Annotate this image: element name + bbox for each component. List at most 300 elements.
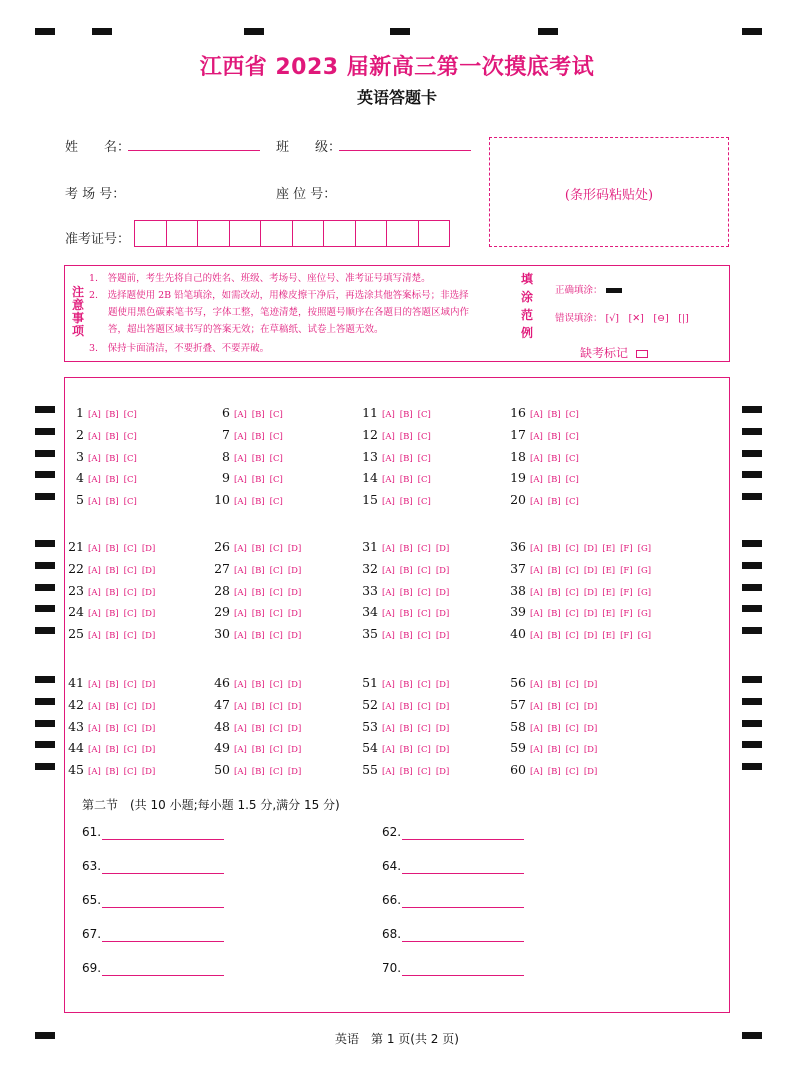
answer-bubble[interactable]: [D] <box>583 680 598 690</box>
answer-bubble[interactable]: [C] <box>269 702 283 712</box>
answer-bubble[interactable]: [B] <box>399 702 413 712</box>
answer-bubble[interactable]: [C] <box>269 410 283 420</box>
answer-bubble[interactable]: [C] <box>417 544 431 554</box>
answer-bubble[interactable]: [B] <box>105 432 119 442</box>
question-row <box>362 623 454 642</box>
question-number: 42 <box>68 697 84 712</box>
answer-bubble[interactable]: [D] <box>287 609 302 619</box>
answer-bubble[interactable]: [A] <box>88 497 101 507</box>
answer-bubble[interactable]: [C] <box>565 497 579 507</box>
answer-bubble[interactable]: [D] <box>287 680 302 690</box>
answer-bubble[interactable]: [D] <box>287 724 302 734</box>
answer-bubble[interactable]: [B] <box>105 566 119 576</box>
answer-bubble[interactable]: [C] <box>417 680 431 690</box>
answer-bubble[interactable]: [B] <box>547 724 561 734</box>
answer-bubble[interactable]: [A] <box>234 767 247 777</box>
answer-bubble[interactable]: [D] <box>435 724 450 734</box>
timing-mark <box>35 450 55 457</box>
answer-bubble[interactable]: [D] <box>287 745 302 755</box>
answer-bubble[interactable]: [D] <box>141 609 156 619</box>
answer-bubble[interactable]: [B] <box>251 724 265 734</box>
answer-bubble[interactable]: [B] <box>105 544 119 554</box>
answer-bubble[interactable]: [D] <box>141 544 156 554</box>
answer-bubble[interactable]: [C] <box>565 631 579 641</box>
answer-bubble[interactable]: [A] <box>234 631 247 641</box>
question-row <box>68 737 160 756</box>
question-number: 17 <box>510 427 526 442</box>
answer-bubble[interactable]: [A] <box>88 566 101 576</box>
answer-bubble[interactable]: [B] <box>251 544 265 554</box>
answer-bubble[interactable]: [A] <box>234 745 247 755</box>
question-number: 58 <box>510 719 526 734</box>
answer-bubble[interactable]: [A] <box>382 544 395 554</box>
answer-bubble[interactable]: [D] <box>583 544 598 554</box>
timing-mark <box>742 627 762 634</box>
answer-bubble[interactable]: [B] <box>105 680 119 690</box>
answer-bubble[interactable]: [C] <box>123 724 137 734</box>
answer-bubble[interactable]: [A] <box>88 680 101 690</box>
exam-id-grid[interactable] <box>134 220 450 247</box>
question-row <box>68 601 160 620</box>
absent-label: 缺考标记 <box>580 346 629 360</box>
answer-bubble[interactable]: [C] <box>269 566 283 576</box>
answer-bubble[interactable]: [D] <box>141 631 156 641</box>
answer-bubble[interactable]: [B] <box>251 454 265 464</box>
answer-bubble[interactable]: [C] <box>269 680 283 690</box>
answer-bubble[interactable]: [A] <box>234 702 247 712</box>
answer-bubble[interactable]: [F] <box>620 566 633 576</box>
answer-bubble[interactable]: [B] <box>251 702 265 712</box>
answer-bubble[interactable]: [C] <box>565 745 579 755</box>
blank-answer-line[interactable] <box>102 873 224 874</box>
answer-bubble[interactable]: [C] <box>269 767 283 777</box>
answer-bubble[interactable]: [D] <box>583 724 598 734</box>
question-number: 54 <box>362 740 378 755</box>
timing-mark <box>742 584 762 591</box>
answer-bubble[interactable]: [C] <box>417 702 431 712</box>
answer-bubble[interactable]: [A] <box>530 410 543 420</box>
answer-bubble[interactable]: [C] <box>123 609 137 619</box>
answer-bubble[interactable]: [B] <box>251 497 265 507</box>
answer-bubble[interactable]: [B] <box>105 724 119 734</box>
answer-bubble[interactable]: [B] <box>399 609 413 619</box>
answer-bubble[interactable]: [D] <box>435 745 450 755</box>
answer-bubble[interactable]: [C] <box>417 745 431 755</box>
answer-bubble[interactable]: [C] <box>565 566 579 576</box>
answer-bubble[interactable]: [C] <box>123 410 137 420</box>
answer-bubble[interactable]: [A] <box>382 631 395 641</box>
answer-bubble[interactable]: [C] <box>123 566 137 576</box>
answer-bubble[interactable]: [C] <box>269 588 283 598</box>
answer-bubble[interactable]: [B] <box>399 588 413 598</box>
question-number: 16 <box>510 405 526 420</box>
blank-answer-line[interactable] <box>102 907 224 908</box>
answer-bubble[interactable]: [B] <box>251 609 265 619</box>
question-row <box>68 489 142 508</box>
answer-bubble[interactable]: [A] <box>530 767 543 777</box>
question-number: 49 <box>214 740 230 755</box>
answer-bubble[interactable]: [D] <box>141 724 156 734</box>
answer-bubble[interactable]: [C] <box>417 454 431 464</box>
answer-bubble[interactable]: [D] <box>141 702 156 712</box>
answer-bubble[interactable]: [C] <box>269 631 283 641</box>
answer-bubble[interactable]: [C] <box>269 432 283 442</box>
answer-bubble[interactable]: [B] <box>105 497 119 507</box>
answer-bubble[interactable]: [B] <box>547 680 561 690</box>
answer-bubble[interactable]: [D] <box>287 544 302 554</box>
answer-bubble[interactable]: [A] <box>382 724 395 734</box>
answer-bubble[interactable]: [B] <box>251 767 265 777</box>
answer-bubble[interactable]: [A] <box>382 745 395 755</box>
answer-bubble[interactable]: [B] <box>547 588 561 598</box>
answer-bubble[interactable]: [B] <box>547 432 561 442</box>
answer-bubble[interactable]: [C] <box>269 724 283 734</box>
answer-bubble[interactable]: [A] <box>530 454 543 464</box>
answer-bubble[interactable]: [A] <box>382 432 395 442</box>
note-item: 答，超出答题区域书写的答案无效；在草稿纸、试卷上答题无效。 <box>89 324 384 335</box>
answer-bubble[interactable]: [A] <box>382 410 395 420</box>
answer-bubble[interactable]: [A] <box>88 588 101 598</box>
answer-bubble[interactable]: [G] <box>637 544 652 554</box>
answer-bubble[interactable]: [D] <box>141 588 156 598</box>
answer-bubble[interactable]: [A] <box>530 609 543 619</box>
answer-bubble[interactable]: [D] <box>583 702 598 712</box>
answer-bubble[interactable]: [D] <box>583 588 598 598</box>
answer-bubble[interactable]: [D] <box>583 631 598 641</box>
answer-bubble[interactable]: [B] <box>251 475 265 485</box>
answer-bubble[interactable]: [B] <box>399 454 413 464</box>
answer-bubble[interactable]: [C] <box>123 475 137 485</box>
answer-bubble[interactable]: [E] <box>602 544 616 554</box>
answer-bubble[interactable]: [C] <box>123 631 137 641</box>
answer-bubble[interactable]: [B] <box>547 767 561 777</box>
answer-bubble[interactable]: [A] <box>530 745 543 755</box>
answer-bubble[interactable]: [A] <box>382 767 395 777</box>
answer-bubble[interactable]: [A] <box>234 724 247 734</box>
answer-bubble[interactable]: [B] <box>399 745 413 755</box>
answer-bubble[interactable]: [A] <box>530 544 543 554</box>
answer-bubble[interactable]: [C] <box>417 566 431 576</box>
timing-mark <box>742 720 762 727</box>
answer-bubble[interactable]: [D] <box>435 631 450 641</box>
question-number: 5 <box>76 492 84 507</box>
timing-mark <box>35 540 55 547</box>
answer-bubble[interactable]: [A] <box>88 454 101 464</box>
answer-bubble[interactable]: [A] <box>530 566 543 576</box>
answer-bubble[interactable]: [B] <box>399 680 413 690</box>
class-field[interactable] <box>339 150 471 151</box>
wrong-fill-example <box>555 310 689 324</box>
answer-bubble[interactable]: [B] <box>547 745 561 755</box>
answer-bubble[interactable]: [E] <box>602 631 616 641</box>
answer-bubble[interactable]: [B] <box>399 497 413 507</box>
blank-answer-line[interactable] <box>402 839 524 840</box>
answer-bubble[interactable]: [D] <box>141 680 156 690</box>
blank-answer-line[interactable] <box>102 975 224 976</box>
answer-bubble[interactable]: [D] <box>287 702 302 712</box>
answer-bubble[interactable]: [A] <box>234 680 247 690</box>
answer-bubble[interactable]: [C] <box>123 745 137 755</box>
answer-bubble[interactable]: [A] <box>88 702 101 712</box>
answer-bubble[interactable]: [A] <box>234 588 247 598</box>
answer-bubble[interactable]: [A] <box>382 454 395 464</box>
answer-bubble[interactable]: [B] <box>547 544 561 554</box>
answer-bubble[interactable]: [D] <box>583 609 598 619</box>
answer-bubble[interactable]: [A] <box>530 702 543 712</box>
answer-bubble[interactable]: [C] <box>123 497 137 507</box>
answer-bubble[interactable]: [C] <box>123 680 137 690</box>
answer-bubble[interactable]: [B] <box>251 631 265 641</box>
answer-bubble[interactable]: [B] <box>547 702 561 712</box>
answer-bubble[interactable]: [A] <box>382 475 395 485</box>
answer-bubble[interactable]: [C] <box>123 588 137 598</box>
answer-bubble[interactable]: [A] <box>382 497 395 507</box>
timing-mark <box>35 698 55 705</box>
answer-bubble[interactable]: [B] <box>547 475 561 485</box>
answer-bubble[interactable]: [B] <box>105 454 119 464</box>
answer-bubble[interactable]: [C] <box>417 767 431 777</box>
answer-bubble[interactable]: [E] <box>602 588 616 598</box>
answer-bubble[interactable]: [C] <box>565 454 579 464</box>
note-item: 题使用黑色碳素笔书写，字体工整，笔迹清楚，按照题号顺序在各题目的答题区域内作 <box>89 307 470 318</box>
question-row <box>510 716 602 735</box>
question-number: 13 <box>362 449 378 464</box>
answer-bubble[interactable]: [B] <box>547 410 561 420</box>
answer-bubble[interactable]: [C] <box>417 410 431 420</box>
answer-bubble[interactable]: [C] <box>417 475 431 485</box>
question-number: 53 <box>362 719 378 734</box>
answer-bubble[interactable]: [A] <box>234 475 247 485</box>
answer-bubble[interactable]: [B] <box>105 745 119 755</box>
answer-bubble[interactable]: [C] <box>269 609 283 619</box>
blank-answer-line[interactable] <box>402 975 524 976</box>
answer-bubble[interactable]: [B] <box>251 432 265 442</box>
answer-bubble[interactable]: [E] <box>602 609 616 619</box>
answer-bubble[interactable]: [C] <box>123 544 137 554</box>
answer-bubble[interactable]: [G] <box>637 588 652 598</box>
answer-bubble[interactable]: [C] <box>417 497 431 507</box>
answer-bubble[interactable]: [A] <box>88 631 101 641</box>
answer-bubble[interactable]: [C] <box>565 702 579 712</box>
answer-bubble[interactable]: [B] <box>547 454 561 464</box>
answer-bubble[interactable]: [C] <box>565 609 579 619</box>
question-row <box>214 424 288 443</box>
answer-bubble[interactable]: [A] <box>88 544 101 554</box>
answer-bubble[interactable]: [A] <box>530 631 543 641</box>
answer-bubble[interactable]: [D] <box>287 566 302 576</box>
timing-mark <box>35 584 55 591</box>
answer-bubble[interactable]: [C] <box>269 454 283 464</box>
answer-bubble[interactable]: [C] <box>417 631 431 641</box>
answer-bubble[interactable]: [A] <box>88 609 101 619</box>
answer-bubble[interactable]: [C] <box>417 588 431 598</box>
question-number: 48 <box>214 719 230 734</box>
answer-bubble[interactable]: [C] <box>417 432 431 442</box>
answer-bubble[interactable]: [A] <box>382 566 395 576</box>
answer-bubble[interactable]: [C] <box>269 497 283 507</box>
answer-bubble[interactable]: [A] <box>88 724 101 734</box>
section2-heading: 第二节 (共 10 小题;每小题 1.5 分,满分 15 分) <box>82 798 340 812</box>
answer-bubble[interactable]: [C] <box>123 767 137 777</box>
answer-bubble[interactable]: [B] <box>399 631 413 641</box>
answer-bubble[interactable]: [C] <box>565 588 579 598</box>
answer-bubble[interactable]: [A] <box>530 497 543 507</box>
answer-bubble[interactable]: [G] <box>637 566 652 576</box>
answer-bubble[interactable]: [C] <box>565 544 579 554</box>
barcode-area <box>489 137 729 247</box>
answer-bubble[interactable]: [E] <box>602 566 616 576</box>
answer-bubble[interactable]: [B] <box>105 702 119 712</box>
answer-bubble[interactable]: [D] <box>435 566 450 576</box>
timing-mark <box>35 763 55 770</box>
answer-bubble[interactable]: [F] <box>620 544 633 554</box>
timing-mark <box>742 741 762 748</box>
answer-bubble[interactable]: [D] <box>435 680 450 690</box>
answer-bubble[interactable]: [A] <box>382 702 395 712</box>
answer-bubble[interactable]: [B] <box>399 566 413 576</box>
question-number: 10 <box>214 492 230 507</box>
answer-bubble[interactable]: [B] <box>251 588 265 598</box>
answer-bubble[interactable]: [A] <box>234 566 247 576</box>
question-row <box>362 737 454 756</box>
answer-bubble[interactable]: [C] <box>269 475 283 485</box>
answer-bubble[interactable]: [D] <box>141 566 156 576</box>
answer-bubble[interactable]: [B] <box>399 767 413 777</box>
answer-bubble[interactable]: [A] <box>88 745 101 755</box>
timing-mark <box>35 493 55 500</box>
answer-bubble[interactable]: [F] <box>620 588 633 598</box>
answer-bubble[interactable]: [D] <box>141 745 156 755</box>
answer-bubble[interactable]: [C] <box>565 767 579 777</box>
answer-bubble[interactable]: [F] <box>620 631 633 641</box>
blank-answer-line[interactable] <box>402 907 524 908</box>
answer-bubble[interactable]: [C] <box>417 609 431 619</box>
question-row <box>362 558 454 577</box>
answer-bubble[interactable]: [A] <box>88 410 101 420</box>
answer-bubble[interactable]: [D] <box>435 609 450 619</box>
answer-bubble[interactable]: [B] <box>399 475 413 485</box>
answer-bubble[interactable]: [C] <box>269 544 283 554</box>
answer-bubble[interactable]: [A] <box>234 432 247 442</box>
blank-answer-line[interactable] <box>402 873 524 874</box>
question-number: 38 <box>510 583 526 598</box>
answer-bubble[interactable]: [A] <box>234 544 247 554</box>
answer-bubble[interactable]: [B] <box>399 410 413 420</box>
answer-bubble[interactable]: [A] <box>382 588 395 598</box>
answer-bubble[interactable]: [D] <box>287 588 302 598</box>
answer-bubble[interactable]: [A] <box>530 588 543 598</box>
answer-bubble[interactable]: [B] <box>105 767 119 777</box>
answer-bubble[interactable]: [C] <box>565 410 579 420</box>
answer-bubble[interactable]: [C] <box>123 702 137 712</box>
answer-bubble[interactable]: [B] <box>547 497 561 507</box>
answer-bubble[interactable]: [D] <box>141 767 156 777</box>
answer-bubble[interactable]: [C] <box>269 745 283 755</box>
answer-bubble[interactable]: [A] <box>234 410 247 420</box>
answer-bubble[interactable]: [A] <box>530 432 543 442</box>
timing-mark <box>742 450 762 457</box>
absent-checkbox[interactable] <box>636 350 648 358</box>
name-field[interactable] <box>128 150 260 151</box>
question-number: 18 <box>510 449 526 464</box>
question-number: 27 <box>214 561 230 576</box>
answer-bubble[interactable]: [F] <box>620 609 633 619</box>
blank-number: 64. <box>382 859 402 873</box>
answer-bubble[interactable]: [C] <box>123 432 137 442</box>
answer-bubble[interactable]: [B] <box>251 410 265 420</box>
question-row <box>68 536 160 555</box>
answer-bubble[interactable]: [A] <box>234 497 247 507</box>
answer-bubble[interactable]: [B] <box>547 566 561 576</box>
question-number: 46 <box>214 675 230 690</box>
answer-bubble[interactable]: [C] <box>123 454 137 464</box>
answer-bubble[interactable]: [D] <box>435 702 450 712</box>
answer-bubble[interactable]: [A] <box>88 432 101 442</box>
room-label: 考 场 号： <box>65 187 126 202</box>
note-item: 2. 选择题使用 2B 铅笔填涂，如需改动，用橡皮擦干净后，再选涂其他答案标号；非选择 <box>89 290 469 301</box>
question-row <box>362 467 436 486</box>
answer-bubble[interactable]: [B] <box>399 724 413 734</box>
answer-bubble[interactable]: [C] <box>417 724 431 734</box>
question-row <box>362 672 454 691</box>
answer-bubble[interactable]: [B] <box>251 566 265 576</box>
answer-bubble[interactable]: [A] <box>530 475 543 485</box>
absent-mark[interactable] <box>580 344 648 361</box>
answer-bubble[interactable]: [D] <box>583 566 598 576</box>
answer-bubble[interactable]: [D] <box>583 745 598 755</box>
answer-bubble[interactable]: [A] <box>382 680 395 690</box>
answer-bubble[interactable]: [C] <box>565 724 579 734</box>
question-row <box>68 716 160 735</box>
answer-bubble[interactable]: [D] <box>583 767 598 777</box>
answer-bubble[interactable]: [B] <box>105 631 119 641</box>
answer-bubble[interactable]: [B] <box>399 544 413 554</box>
answer-bubble[interactable]: [B] <box>105 410 119 420</box>
answer-bubble[interactable]: [D] <box>435 767 450 777</box>
answer-bubble[interactable]: [B] <box>105 609 119 619</box>
blank-answer-line[interactable] <box>102 839 224 840</box>
timing-mark <box>742 676 762 683</box>
answer-bubble[interactable]: [D] <box>435 544 450 554</box>
answer-bubble[interactable]: [C] <box>565 432 579 442</box>
answer-bubble[interactable]: [G] <box>637 609 652 619</box>
answer-bubble[interactable]: [A] <box>530 680 543 690</box>
answer-bubble[interactable]: [B] <box>251 745 265 755</box>
answer-bubble[interactable]: [B] <box>399 432 413 442</box>
answer-bubble[interactable]: [C] <box>565 475 579 485</box>
blank-answer-line[interactable] <box>402 941 524 942</box>
answer-bubble[interactable]: [A] <box>234 454 247 464</box>
answer-bubble[interactable]: [D] <box>435 588 450 598</box>
blank-answer-line[interactable] <box>102 941 224 942</box>
answer-bubble[interactable]: [D] <box>287 631 302 641</box>
answer-bubble[interactable]: [B] <box>251 680 265 690</box>
answer-bubble[interactable]: [B] <box>547 631 561 641</box>
answer-bubble[interactable]: [D] <box>287 767 302 777</box>
answer-bubble[interactable]: [A] <box>234 609 247 619</box>
answer-bubble[interactable]: [A] <box>88 475 101 485</box>
question-row <box>214 694 306 713</box>
answer-bubble[interactable]: [C] <box>565 680 579 690</box>
answer-bubble[interactable]: [B] <box>105 475 119 485</box>
answer-bubble[interactable]: [A] <box>382 609 395 619</box>
question-row <box>362 601 454 620</box>
answer-bubble[interactable]: [G] <box>637 631 652 641</box>
answer-bubble[interactable]: [A] <box>88 767 101 777</box>
answer-bubble[interactable]: [A] <box>530 724 543 734</box>
answer-bubble[interactable]: [B] <box>547 609 561 619</box>
answer-bubble[interactable]: [B] <box>105 588 119 598</box>
